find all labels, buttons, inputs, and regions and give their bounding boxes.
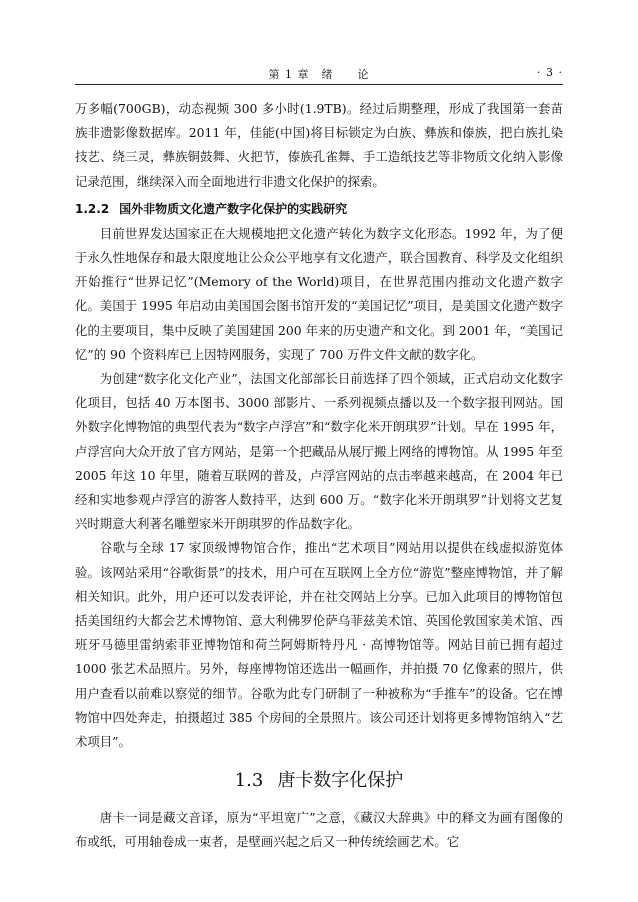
page-number: · 3 · [537,66,563,79]
subsection-title: 国外非物质文化遗产数字化保护的实践研究 [119,201,348,216]
section-heading [75,766,563,796]
section-number: 1.3 [234,770,264,792]
subsection-number: 1.2.2 [75,201,110,216]
section-title: 唐卡数字化保护 [277,770,404,792]
subsection-heading [75,197,563,221]
paragraph: 为创建“数字化文化产业”，法国文化部部长日前选择了四个领域，正式启动文化数字化项目，包括 40 万本图书、3000 部影片、一系列视频点播以及一个数字报刊网站。国外数字化博物馆的典型代表为“数字卢浮宫”和“数字化米开朗琪罗”计划。早在 1995 年，卢浮宫向大众开放了官方网站，是第一个把藏品从展厅搬上网络的博物馆。从 1995 年至 2005 年这 10 年里，随着互联网的普及，卢浮宫网站的点击率越来越高，在 2004 年已经和实地参观卢浮宫的游客人数持平，达到 600 万。“数字化米开朗琪罗”计划将文艺复兴时期意大利著名雕塑家米开朗琪罗的作品数字化。 [75,371,563,532]
body-text [75,97,563,855]
header-rule [75,84,563,85]
paragraph: 万多幅(700GB)，动态视频 300 多小时(1.9TB)。经过后期整理，形成了我国第一套苗族非遗影像数据库。2011 年，佳能(中国)将目标锁定为白族、彝族和傣族，把白族扎染技艺、绕三灵，彝族铜鼓舞、火把节，傣族孔雀舞、手工造纸技艺等非物质文化纳入影像记录范围，继续深入而全面地进行非遗文化保护的探索。 [75,101,563,189]
paragraph: 唐卡一词是藏文音译，原为“平坦宽广”之意，《藏汉大辞典》中的释文为画有图像的布或纸，可用轴卷成一束者，是壁画兴起之后又一种传统绘画艺术。它 [75,810,563,850]
paragraph: 目前世界发达国家正在大规模地把文化遗产转化为数字文化形态。1992 年，为了便于永久性地保存和最大限度地让公众公平地享有文化遗产，联合国教育、科学及文化组织开始推行“世界记忆”(Memory of the World)项目，在世界范围内推动文化遗产数字化。美国于 1995 年启动由美国国会图书馆开发的“美国记忆”项目，是美国文化遗产数字化的主要项目，集中反映了美国建国 200 年来的历史遗产和文化。到 2001 年，“美国记忆”的 90 个资料库已上因特网服务，实现了 700 万件文件文献的数字化。 [75,225,563,362]
chapter-title: 第 1 章 绪 论 [268,68,370,81]
running-header [75,66,563,84]
paragraph: 谷歌与全球 17 家顶级博物馆合作，推出“艺术项目”网站用以提供在线虚拟游览体验。该网站采用“谷歌街景”的技术，用户可在互联网上全方位“游览”整座博物馆，并了解相关知识。此外，用户还可以发表评论，并在社交网站上分享。已加入此项目的博物馆包括美国纽约大都会艺术博物馆、意大利佛罗伦萨乌菲兹美术馆、英国伦敦国家美术馆、西班牙马德里雷纳索菲亚博物馆和荷兰阿姆斯特丹凡 · 高博物馆等。网站目前已拥有超过 1000 张艺术品照片。另外，每座博物馆还选出一幅画作，并拍摄 70 亿像素的照片，供用户查看以前难以察觉的细节。谷歌为此专门研制了一种被称为“手推车”的设备。它在博物馆中四处奔走，拍摄超过 385 个房间的全景照片。该公司还计划将更多博物馆纳入“艺术项目”。 [75,540,563,750]
